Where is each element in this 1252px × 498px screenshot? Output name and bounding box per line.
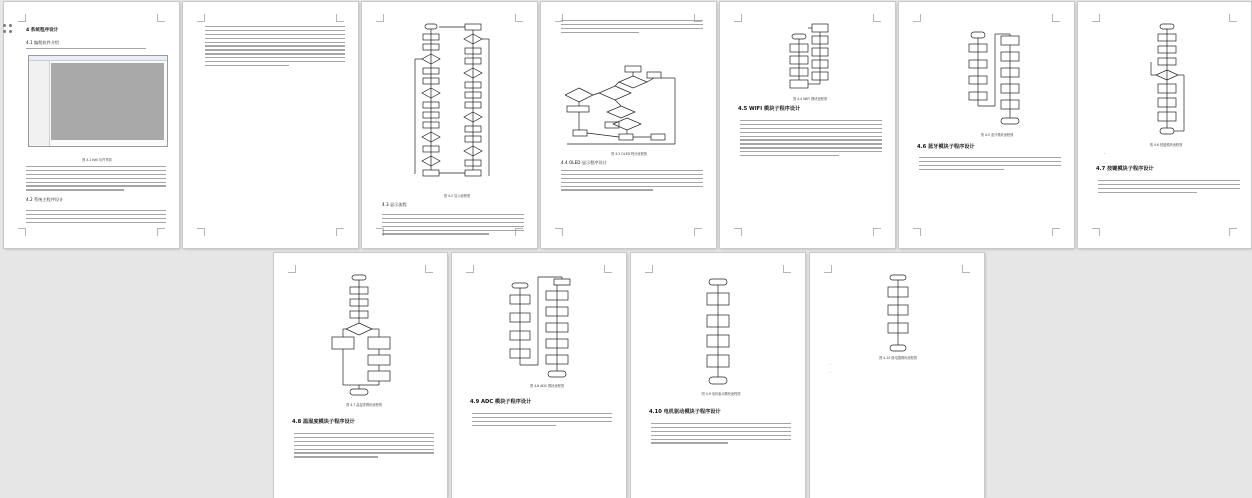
paragraph xyxy=(1098,180,1240,196)
figure-caption: 图 4.4 WIFI 模块流程图 xyxy=(792,97,828,101)
document-page-4[interactable] xyxy=(541,2,716,248)
paragraph xyxy=(26,166,166,193)
adc-flowchart xyxy=(508,275,578,383)
paragraph xyxy=(294,433,434,460)
paragraph xyxy=(472,413,612,429)
figure-caption: 图 4.3 OLED 程序流程图 xyxy=(611,152,647,156)
paragraph xyxy=(561,20,703,36)
relay-flowchart xyxy=(886,273,910,357)
figure-caption: 图 4.1 Keil 软件界面 xyxy=(82,158,112,162)
heading-motor-driver: 4.10 电机驱动模块子程序设计 xyxy=(649,409,721,415)
document-page-3[interactable] xyxy=(362,2,537,248)
motor-driver-flowchart xyxy=(703,277,733,389)
heading-bluetooth: 4.6 蓝牙模块子程序设计 xyxy=(917,144,975,150)
figure-caption: 图 4.9 电机驱动模块流程图 xyxy=(701,392,741,396)
display-flowchart xyxy=(407,22,497,182)
figure-caption: 图 4.10 继电器模块流程图 xyxy=(879,356,917,360)
keil-screenshot xyxy=(28,55,168,147)
bluetooth-flowchart xyxy=(965,30,1029,130)
wifi-flowchart xyxy=(782,22,834,94)
drag-handle-icon[interactable] xyxy=(3,24,13,34)
paragraph-mark: · xyxy=(1104,151,1106,156)
document-page-1[interactable] xyxy=(4,2,179,248)
heading-main-program: 4.2 系统主程序设计 xyxy=(26,197,64,202)
heading-display-flow: 4.3 显示流程 xyxy=(382,202,407,207)
heading-key: 4.7 按键模块子程序设计 xyxy=(1096,166,1154,172)
figure-caption: 图 4.7 温湿度模块流程图 xyxy=(346,403,382,407)
paragraph xyxy=(26,210,166,226)
heading-system-program-design: 4 系统程序设计 xyxy=(26,28,59,33)
heading-oled: 4.4 OLED 显示程序设计 xyxy=(561,160,607,165)
paragraph xyxy=(740,120,882,159)
figure-caption: 图 4.2 显示流程图 xyxy=(443,194,471,198)
paragraph xyxy=(26,48,146,52)
paragraph xyxy=(651,423,791,446)
paragraph xyxy=(205,26,345,69)
document-page-7[interactable] xyxy=(1078,2,1251,248)
paragraph xyxy=(919,157,1061,173)
heading-wifi: 4.5 WIFI 模块子程序设计 xyxy=(738,106,801,112)
temp-humidity-flowchart xyxy=(330,273,400,399)
paragraph-mark: · xyxy=(830,362,832,367)
paragraph-mark: · xyxy=(830,370,832,375)
figure-caption: 图 4.6 按键模块流程图 xyxy=(1149,143,1183,147)
heading-adc: 4.9 ADC 模块子程序设计 xyxy=(470,399,532,405)
document-page-8[interactable] xyxy=(274,253,447,498)
document-page-5[interactable] xyxy=(720,2,895,248)
document-page-6[interactable] xyxy=(899,2,1074,248)
figure-caption: 图 4.5 蓝牙模块流程图 xyxy=(980,133,1014,137)
document-page-9[interactable] xyxy=(452,253,626,498)
paragraph xyxy=(561,170,703,193)
figure-caption: 图 4.8 ADC 模块流程图 xyxy=(529,384,565,388)
oled-flowchart xyxy=(565,64,690,146)
heading-temp-humidity: 4.8 温湿度模块子程序设计 xyxy=(292,419,355,425)
paragraph xyxy=(382,214,524,237)
document-page-11[interactable] xyxy=(810,253,984,498)
key-flowchart xyxy=(1148,22,1188,140)
document-page-2[interactable] xyxy=(183,2,358,248)
heading-programming-software: 4.1 编程软件介绍 xyxy=(26,40,60,45)
document-page-10[interactable] xyxy=(631,253,805,498)
